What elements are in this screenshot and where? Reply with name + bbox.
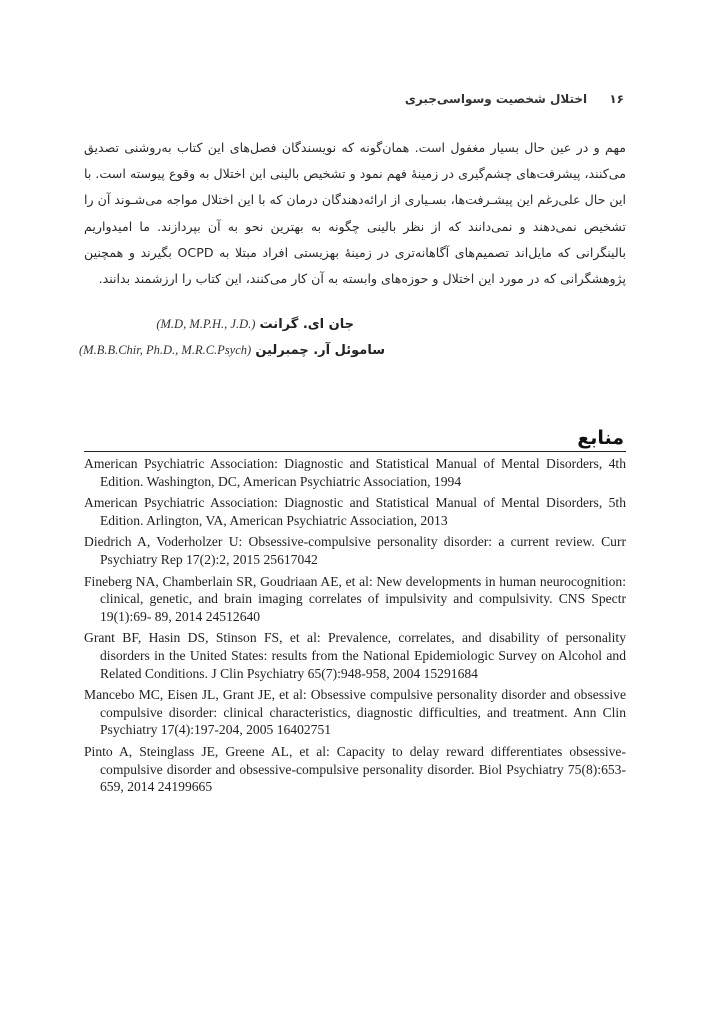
body-paragraph: مهم و در عین حال بسیار مغفول است. همان‌گونه که نویسندگان فصل‌های این کتاب به‌روشنی تصدیق می‌کنند، پیشرفت‌های چشم‌گیری در زمینهٔ فهم نمود و تشخیص بالینی این اختلال به وقوع پیوسته است. با این حال علی‌رغم این پیشـرفت‌ها، بسـیاری از ارائه‌دهندگان درمان که با این اختلال مواجه می‌شـوند آن را تشخیص نمی‌دهند و نمی‌دانند که از نظر بالینی چگونه به بهترین نحو به آن بپردازند. ما امیدواریم بالینگرانی که مایل‌اند تصمیم‌های آگاهانه‌تری در زمینهٔ بهزیستی افراد مبتلا به OCPD بگیرند و همچنین پژوهشگرانی که در مورد این اختلال و حوزه‌های وابسته به آن کار می‌کنند، این کتاب را ارزشمند بدانند. [84, 140, 626, 287]
running-title: اختلال شخصیت وسواسی‌جبری [404, 92, 588, 106]
references-heading: منابع [577, 427, 624, 449]
signature-grant [156, 317, 354, 332]
body-text [84, 135, 626, 292]
page-number: ۱۶ [609, 92, 624, 106]
reference-item: American Psychiatric Association: Diagnostic and Statistical Manual of Mental Disorders, 4th Edition. Washington, DC, American Psychiatric Association, 1994 [84, 456, 626, 489]
reference-item: American Psychiatric Association: Diagnostic and Statistical Manual of Mental Disorders, 5th Edition. Arlington, VA, American Psychiatric Association, 2013 [84, 495, 626, 528]
author-name: ساموئل آر. چمبرلین [255, 343, 385, 358]
reference-item: Pinto A, Steinglass JE, Greene AL, et al: Capacity to delay reward differentiates obsessive-compulsive disorder and obsessive-compulsive personality disorder. Biol Psychiatry 75(8):653-659, 2014 24199665 [84, 743, 626, 795]
author-degrees: (M.D, M.P.H., J.D.) [156, 317, 256, 331]
running-header [405, 92, 624, 106]
reference-item: Diedrich A, Voderholzer U: Obsessive-compulsive personality disorder: a current review. Curr Psychiatry Rep 17(2):2, 2015 25617042 [84, 534, 626, 567]
signature-chamberlain [79, 343, 385, 358]
references-list [84, 455, 626, 800]
reference-item: Grant BF, Hasin DS, Stinson FS, et al: Prevalence, correlates, and disability of personality disorders in the United States: results from the National Epidemiologic Survey on Alcohol and Related Conditions. J Clin Psychiatry 65(7):948-958, 2004 15291684 [84, 630, 626, 681]
references-divider [84, 451, 626, 452]
reference-item: Mancebo MC, Eisen JL, Grant JE, et al: Obsessive compulsive personality disorder and obsessive compulsive disorder: clinical characteristics, diagnostic difficulties, and treatment. Ann Clin Psychiatry 17(4):197-204, 2005 16402751 [84, 687, 626, 738]
author-name: جان ای. گرانت [259, 317, 354, 332]
author-degrees: (M.B.B.Chir, Ph.D., M.R.C.Psych) [79, 343, 252, 357]
reference-item: Fineberg NA, Chamberlain SR, Goudriaan AE, et al: New developments in human neurocognition: clinical, genetic, and brain imaging correlates of impulsivity and compulsivity. CNS Spectr 19(1):69- 89, 2014 24512640 [84, 573, 626, 624]
